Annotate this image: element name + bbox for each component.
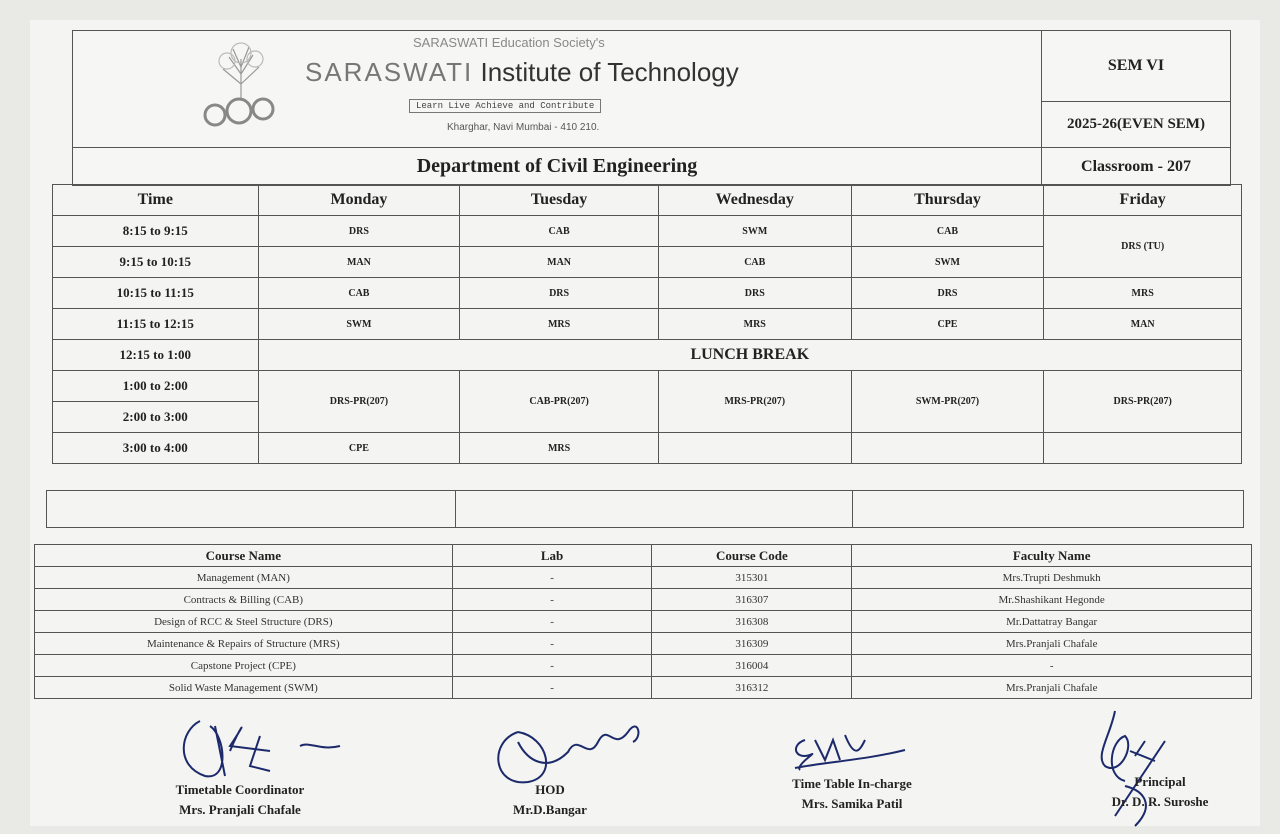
timetable-header — [72, 30, 1231, 186]
time-slot: 8:15 to 9:15 — [53, 216, 259, 247]
course-lab: - — [452, 589, 652, 611]
lecture-cell: SWM — [258, 309, 460, 340]
course-name: Management (MAN) — [35, 567, 453, 589]
table-row — [35, 633, 1252, 655]
course-code: 316308 — [652, 611, 852, 633]
lecture-cell — [851, 433, 1044, 464]
table-row — [47, 491, 1244, 528]
semester-label: SEM VI — [1042, 31, 1230, 102]
course-faculty: Mrs.Trupti Deshmukh — [852, 567, 1252, 589]
course-name: Solid Waste Management (SWM) — [35, 677, 453, 699]
col-friday: Friday — [1044, 185, 1242, 216]
signature-scribble-hod — [488, 702, 658, 792]
institute-address: Kharghar, Navi Mumbai - 410 210. — [447, 122, 600, 133]
signature-coordinator — [150, 782, 330, 818]
col-wednesday: Wednesday — [658, 185, 851, 216]
institute-logo-icon — [201, 39, 281, 139]
lecture-cell: SWM — [851, 247, 1044, 278]
signature-role: Time Table In-charge — [792, 776, 912, 791]
institute-name-rest: Institute of Technology — [480, 57, 739, 87]
course-name: Design of RCC & Steel Structure (DRS) — [35, 611, 453, 633]
signature-name: Dr. D. R. Suroshe — [1111, 794, 1209, 809]
practical-cell: SWM-PR(207) — [851, 371, 1044, 433]
table-row — [53, 278, 1242, 309]
signature-incharge — [772, 776, 932, 812]
lecture-cell: CAB — [658, 247, 851, 278]
signature-name: Mrs. Samika Patil — [801, 796, 903, 811]
time-slot: 11:15 to 12:15 — [53, 309, 259, 340]
lecture-cell — [658, 433, 851, 464]
lecture-cell: MRS — [1044, 278, 1242, 309]
lecture-cell: DRS — [258, 216, 460, 247]
blank-cell — [47, 491, 456, 528]
col-thursday: Thursday — [851, 185, 1044, 216]
table-row — [53, 216, 1242, 247]
lecture-cell: MAN — [460, 247, 659, 278]
course-lab: - — [452, 611, 652, 633]
weekly-timetable — [52, 184, 1242, 464]
signature-scribble-incharge — [785, 720, 925, 780]
timetable-header-row — [53, 185, 1242, 216]
col-course-code: Course Code — [652, 545, 852, 567]
table-row — [53, 340, 1242, 371]
lecture-cell: CPE — [851, 309, 1044, 340]
lecture-cell: SWM — [658, 216, 851, 247]
society-name: SARASWATI Education Society's — [413, 35, 605, 50]
time-slot: 2:00 to 3:00 — [53, 402, 259, 433]
table-row — [35, 567, 1252, 589]
col-lab: Lab — [452, 545, 652, 567]
course-code: 316307 — [652, 589, 852, 611]
lecture-cell: DRS — [460, 278, 659, 309]
signature-hod — [480, 782, 620, 818]
lecture-cell: MAN — [1044, 309, 1242, 340]
course-lab: - — [452, 567, 652, 589]
course-faculty: Mr.Shashikant Hegonde — [852, 589, 1252, 611]
course-lab: - — [452, 655, 652, 677]
course-code: 316312 — [652, 677, 852, 699]
lecture-cell: DRS — [851, 278, 1044, 309]
table-row — [35, 677, 1252, 699]
lecture-cell: MRS — [460, 433, 659, 464]
course-name: Maintenance & Repairs of Structure (MRS) — [35, 633, 453, 655]
lecture-cell: CPE — [258, 433, 460, 464]
academic-year: 2025-26(EVEN SEM) — [1042, 102, 1230, 148]
table-row — [35, 611, 1252, 633]
table-row — [35, 589, 1252, 611]
lecture-cell: DRS — [658, 278, 851, 309]
time-slot: 12:15 to 1:00 — [53, 340, 259, 371]
department-title: Department of Civil Engineering — [73, 148, 1042, 185]
lecture-cell: CAB — [851, 216, 1044, 247]
institute-brand: SARASWATI — [305, 57, 474, 87]
signature-name: Mr.D.Bangar — [513, 802, 587, 817]
practical-cell: MRS-PR(207) — [658, 371, 851, 433]
signature-name: Mrs. Pranjali Chafale — [179, 802, 301, 817]
practical-cell: CAB-PR(207) — [460, 371, 659, 433]
time-slot: 10:15 to 11:15 — [53, 278, 259, 309]
lecture-cell: CAB — [460, 216, 659, 247]
signature-role: Timetable Coordinator — [175, 782, 305, 797]
time-slot: 3:00 to 4:00 — [53, 433, 259, 464]
course-name: Contracts & Billing (CAB) — [35, 589, 453, 611]
time-slot: 1:00 to 2:00 — [53, 371, 259, 402]
col-faculty-name: Faculty Name — [852, 545, 1252, 567]
practical-cell: DRS-PR(207) — [1044, 371, 1242, 433]
lecture-cell: MRS — [658, 309, 851, 340]
course-lab: - — [452, 633, 652, 655]
institute-name — [305, 57, 739, 88]
signature-role: HOD — [535, 782, 565, 797]
blank-row-table — [46, 490, 1244, 528]
time-slot: 9:15 to 10:15 — [53, 247, 259, 278]
blank-cell — [456, 491, 853, 528]
blank-cell — [853, 491, 1244, 528]
lecture-cell: MRS — [460, 309, 659, 340]
col-tuesday: Tuesday — [460, 185, 659, 216]
table-row — [53, 309, 1242, 340]
course-faculty: Mr.Dattatray Bangar — [852, 611, 1252, 633]
col-time: Time — [53, 185, 259, 216]
lunch-break-cell: LUNCH BREAK — [258, 340, 1241, 371]
practical-cell: DRS-PR(207) — [258, 371, 460, 433]
institute-banner — [73, 31, 1042, 148]
course-code: 316309 — [652, 633, 852, 655]
course-faculty: Mrs.Pranjali Chafale — [852, 633, 1252, 655]
table-row — [53, 371, 1242, 402]
table-row — [35, 655, 1252, 677]
course-table — [34, 544, 1252, 699]
signature-scribble-coordinator — [170, 706, 370, 786]
course-code: 316004 — [652, 655, 852, 677]
col-course-name: Course Name — [35, 545, 453, 567]
course-lab: - — [452, 677, 652, 699]
institute-motto: Learn Live Achieve and Contribute — [409, 99, 601, 113]
friday-tutorial-cell: DRS (TU) — [1044, 216, 1242, 278]
table-row — [53, 433, 1242, 464]
course-name: Capstone Project (CPE) — [35, 655, 453, 677]
signature-role: Principal — [1134, 774, 1186, 789]
classroom-label: Classroom - 207 — [1081, 157, 1191, 175]
course-faculty: Mrs.Pranjali Chafale — [852, 677, 1252, 699]
course-faculty: - — [852, 655, 1252, 677]
course-code: 315301 — [652, 567, 852, 589]
course-header-row — [35, 545, 1252, 567]
lecture-cell — [1044, 433, 1242, 464]
col-monday: Monday — [258, 185, 460, 216]
signature-scribble-principal — [1085, 706, 1185, 834]
lecture-cell: CAB — [258, 278, 460, 309]
lecture-cell: MAN — [258, 247, 460, 278]
signature-principal — [1080, 774, 1240, 810]
